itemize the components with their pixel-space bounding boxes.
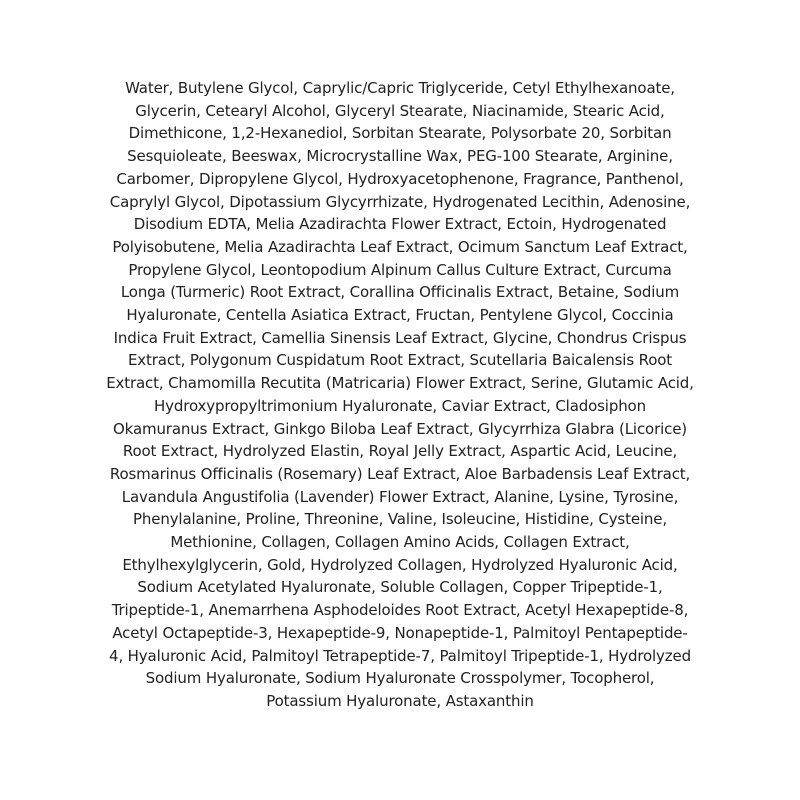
ingredient-line: Dimethicone, 1,2-Hexanediol, Sorbitan Stearate, Polysorbate 20, Sorbitan <box>128 124 672 143</box>
ingredient-line: Glycerin, Cetearyl Alcohol, Glyceryl Stearate, Niacinamide, Stearic Acid, <box>135 101 665 120</box>
ingredient-line: Rosmarinus Officinalis (Rosemary) Leaf Extract, Aloe Barbadensis Leaf Extract, <box>109 464 691 483</box>
ingredient-line: Sodium Hyaluronate, Sodium Hyaluronate Crosspolymer, Tocopherol, <box>145 669 655 688</box>
ingredient-line: Longa (Turmeric) Root Extract, Corallina Officinalis Extract, Betaine, Sodium <box>120 283 680 302</box>
ingredient-line: Sesquioleate, Beeswax, Microcrystalline Wax, PEG-100 Stearate, Arginine, <box>127 147 673 166</box>
ingredient-line: Extract, Chamomilla Recutita (Matricaria) Flower Extract, Serine, Glutamic Acid, <box>106 374 694 393</box>
ingredient-line: Tripeptide-1, Anemarrhena Asphodeloides Root Extract, Acetyl Hexapeptide-8, <box>111 601 689 620</box>
ingredient-line: Water, Butylene Glycol, Caprylic/Capric Triglyceride, Cetyl Ethylhexanoate, <box>125 79 675 97</box>
ingredient-line: Hydroxypropyltrimonium Hyaluronate, Caviar Extract, Cladosiphon <box>154 396 646 415</box>
ingredient-line: Root Extract, Hydrolyzed Elastin, Royal Jelly Extract, Aspartic Acid, Leucine, <box>122 442 678 461</box>
ingredient-line: Acetyl Octapeptide-3, Hexapeptide-9, Nonapeptide-1, Palmitoyl Pentapeptide- <box>112 623 688 642</box>
ingredient-line: Sodium Acetylated Hyaluronate, Soluble Collagen, Copper Tripeptide-1, <box>137 578 663 597</box>
ingredient-line: Potassium Hyaluronate, Astaxanthin <box>266 691 534 710</box>
ingredient-line: Extract, Polygonum Cuspidatum Root Extract, Scutellaria Baicalensis Root <box>127 351 672 370</box>
ingredient-line: Methionine, Collagen, Collagen Amino Acids, Collagen Extract, <box>170 533 630 552</box>
ingredient-line: 4, Hyaluronic Acid, Palmitoyl Tetrapeptide-7, Palmitoyl Tripeptide-1, Hydrolyzed <box>109 646 691 665</box>
ingredient-line: Lavandula Angustifolia (Lavender) Flower Extract, Alanine, Lysine, Tyrosine, <box>121 487 679 506</box>
ingredient-line: Okamuranus Extract, Ginkgo Biloba Leaf Extract, Glycyrrhiza Glabra (Licorice) <box>113 419 687 438</box>
ingredient-line: Carbomer, Dipropylene Glycol, Hydroxyacetophenone, Fragrance, Panthenol, <box>116 169 684 188</box>
ingredient-list <box>60 77 740 713</box>
ingredient-line: Caprylyl Glycol, Dipotassium Glycyrrhizate, Hydrogenated Lecithin, Adenosine, <box>109 192 691 211</box>
ingredient-line: Hyaluronate, Centella Asiatica Extract, Fructan, Pentylene Glycol, Coccinia <box>126 306 674 325</box>
ingredient-line: Phenylalanine, Proline, Threonine, Valine, Isoleucine, Histidine, Cysteine, <box>133 510 667 529</box>
ingredient-line: Indica Fruit Extract, Camellia Sinensis Leaf Extract, Glycine, Chondrus Crispus <box>113 328 687 347</box>
ingredient-line: Propylene Glycol, Leontopodium Alpinum Callus Culture Extract, Curcuma <box>128 260 672 279</box>
ingredient-line: Polyisobutene, Melia Azadirachta Leaf Extract, Ocimum Sanctum Leaf Extract, <box>112 237 688 256</box>
ingredient-line: Ethylhexylglycerin, Gold, Hydrolyzed Collagen, Hydrolyzed Hyaluronic Acid, <box>122 555 678 574</box>
ingredient-line: Disodium EDTA, Melia Azadirachta Flower Extract, Ectoin, Hydrogenated <box>133 215 667 234</box>
